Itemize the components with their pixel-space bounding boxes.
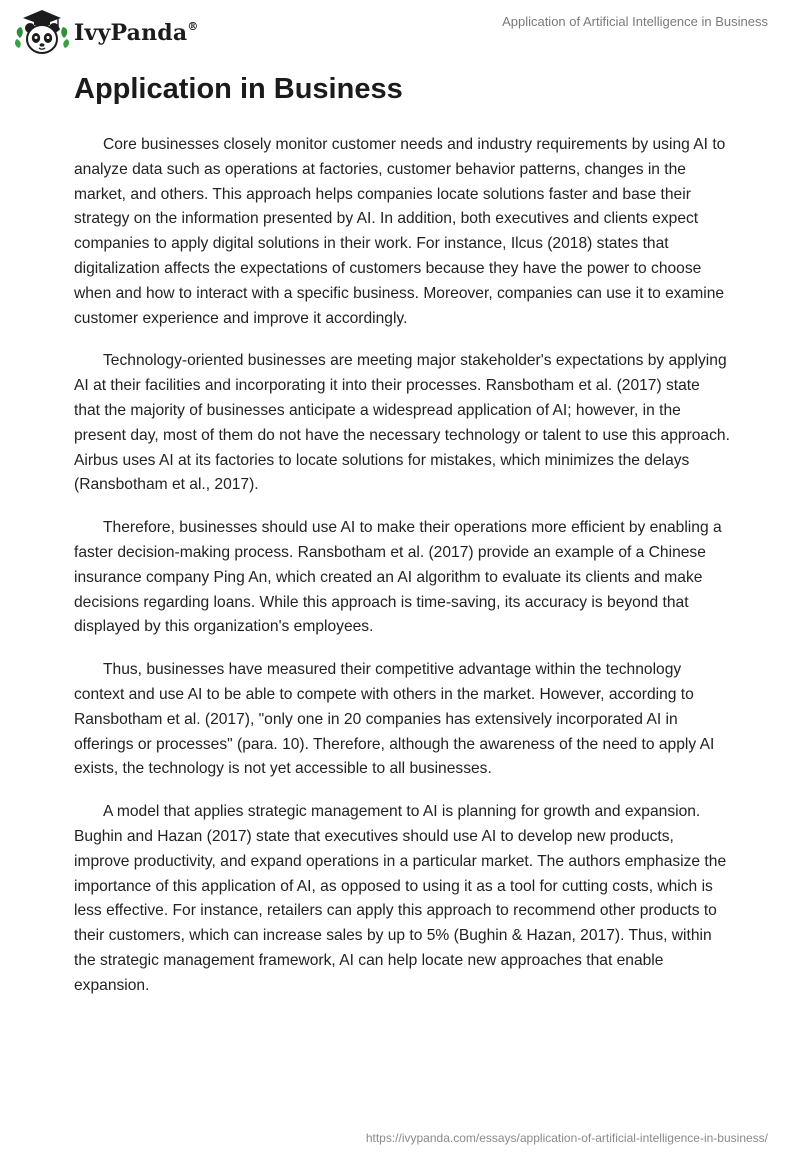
paragraph: A model that applies strategic management to AI is planning for growth and expansion. Bughin and Hazan (2017) state that executives should use AI to develop new products, improve productivity, and expand operations in a particular market. The authors emphasize the importance of this application of AI, as opposed to using it as a tool for cutting costs, which is less effective. For instance, retailers can apply this approach to recommend other products to their customers, which can increase sales by up to 5% (Bughin & Hazan, 2017). Thus, within the strategic management framework, AI can help locate new approaches that enable expansion. <box>74 803 727 994</box>
ivypanda-logo[interactable] <box>14 8 199 58</box>
paragraph: Core businesses closely monitor customer needs and industry requirements by using AI to analyze data such as operations at factories, customer behavior patterns, changes in the market, and others. This approach helps companies locate solutions faster and base their strategy on the information presented by AI. In addition, both executives and clients expect companies to apply digital solutions in their work. For instance, Ilcus (2018) states that digitalization affects the expectations of customers because they have the power to choose when and how to interact with a specific business. Moreover, companies can use it to examine customer experience and improve it accordingly. <box>74 136 726 327</box>
brand-name <box>74 20 199 46</box>
registered-mark: ® <box>187 19 199 33</box>
brand-name-text: IvyPanda <box>74 20 188 46</box>
paragraph: Therefore, businesses should use AI to make their operations more efficient by enabling a faster decision-making process. Ransbotham et al. (2017) provide an example of a Chinese insurance company Ping An, which created an AI algorithm to evaluate its clients and make decisions regarding loans. While this approach is time-saving, its accuracy is beyond that displayed by this organization's employees. <box>74 519 722 636</box>
panda-graduate-icon <box>14 8 70 58</box>
source-url[interactable]: https://ivypanda.com/essays/application-of-artificial-intelligence-in-business/ <box>365 1131 768 1145</box>
section-heading: Application in Business <box>74 73 403 105</box>
running-title: Application of Artificial Intelligence in Business <box>502 14 768 29</box>
page-header <box>0 0 800 70</box>
essay-body <box>74 133 730 1017</box>
paragraph: Thus, businesses have measured their competitive advantage within the technology context and use AI to be able to compete with others in the market. However, according to Ransbotham et al. (2017), "only one in 20 companies has extensively incorporated AI in offerings or processes" (para. 10). Therefore, although the awareness of the need to apply AI exists, the technology is not yet accessible to all businesses. <box>74 661 715 778</box>
paragraph: Technology-oriented businesses are meeting major stakeholder's expectations by applying AI at their facilities and incorporating it into their processes. Ransbotham et al. (2017) state that the majority of businesses anticipate a widespread application of AI; however, in the present day, most of them do not have the necessary technology or talent to use this approach. Airbus uses AI at its factories to locate solutions for mistakes, which minimizes the delays (Ransbotham et al., 2017). <box>74 352 730 494</box>
